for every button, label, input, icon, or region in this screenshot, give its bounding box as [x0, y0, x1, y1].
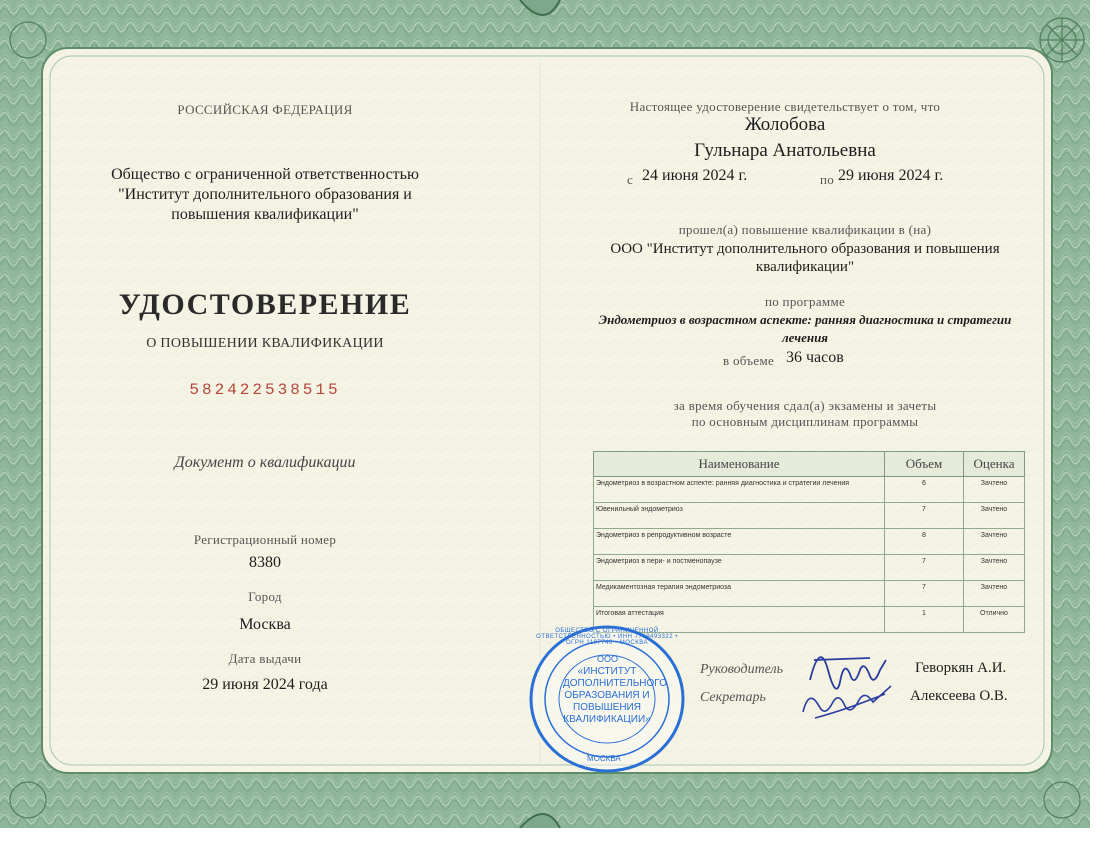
training-org-line2: квалификации": [755, 259, 855, 275]
discipline-grade: Зачтено: [964, 503, 1025, 529]
discipline-volume: 1: [885, 607, 964, 633]
discipline-name: Эндометриоз в репродуктивном возрасте: [594, 529, 885, 555]
table-header-row: [594, 452, 1025, 477]
issue-date: 29 июня 2024 года: [202, 676, 328, 693]
corner-rosette-icon: [1040, 18, 1084, 62]
passed-label: прошел(а) повышение квалификации в (на): [678, 222, 932, 237]
intro-text: Настоящее удостоверение свидетельствует о том, что: [629, 99, 941, 114]
document-type: Документ о квалификации: [174, 454, 356, 471]
discipline-grade: Зачтено: [964, 581, 1025, 607]
discipline-grade: Зачтено: [964, 555, 1025, 581]
date-from: 24 июня 2024 г.: [642, 167, 748, 184]
volume-hours: 36 часов: [786, 349, 844, 366]
exams-line1: за время обучения сдал(а) экзамены и зачеты: [673, 398, 937, 413]
date-from-label: с: [627, 172, 634, 187]
stamp-org-type: ООО: [597, 654, 619, 664]
issuer-org-line1: Общество с ограниченной ответственностью: [111, 166, 419, 183]
discipline-grade: Зачтено: [964, 529, 1025, 555]
program-line2: лечения: [781, 330, 828, 345]
table-row: [594, 581, 1025, 607]
exams-line2: по основным дисциплинам программы: [691, 414, 919, 429]
city-label: Город: [248, 589, 282, 604]
date-to: 29 июня 2024 г.: [838, 167, 944, 184]
holder-surname: Жолобова: [744, 114, 826, 135]
stamp-ring-text: ОБЩЕСТВО С ОГРАНИЧЕННОЙ ОТВЕТСТВЕННОСТЬЮ • ИНН 7719493322 • ОГРН 1197746 • МОСКВА: [536, 628, 678, 646]
issue-date-label: Дата выдачи: [228, 651, 302, 666]
registration-number: 8380: [249, 554, 281, 571]
secretary-label: Секретарь: [700, 690, 766, 705]
head-name: Геворкян А.И.: [915, 660, 1007, 676]
volume-label: в объеме: [723, 353, 775, 368]
discipline-volume: 7: [885, 581, 964, 607]
discipline-grade: Отлично: [964, 607, 1025, 633]
training-org-line1: ООО "Институт дополнительного образования и повышения: [610, 241, 1000, 257]
registration-label: Регистрационный номер: [193, 532, 337, 547]
head-label: Руководитель: [700, 662, 784, 677]
column-header-grade: Оценка: [964, 452, 1025, 477]
discipline-name: Медикаментозная терапия эндометриоза: [594, 581, 885, 607]
secretary-signature-icon: [795, 672, 905, 732]
document-title: УДОСТОВЕРЕНИЕ: [118, 288, 412, 321]
date-to-label: по: [820, 172, 835, 187]
secretary-name: Алексеева О.В.: [910, 688, 1008, 704]
disciplines-table: [593, 451, 1025, 633]
table-row: [594, 477, 1025, 503]
column-header-volume: Объем: [885, 452, 964, 477]
table-row: [594, 529, 1025, 555]
discipline-name: Итоговая аттестация: [594, 607, 885, 633]
column-header-name: Наименование: [594, 452, 885, 477]
program-label: по программе: [764, 294, 846, 309]
discipline-volume: 7: [885, 503, 964, 529]
country-label: РОССИЙСКАЯ ФЕДЕРАЦИЯ: [177, 102, 353, 117]
holder-given-names: Гульнара Анатольевна: [694, 140, 876, 161]
stamp-center-text: «ИНСТИТУТ ДОПОЛНИТЕЛЬНОГО ОБРАЗОВАНИЯ И ПОВЫШЕНИЯ КВАЛИФИКАЦИИ»: [563, 666, 667, 725]
serial-number: 582422538515: [189, 381, 341, 399]
discipline-grade: Зачтено: [964, 477, 1025, 503]
table-row: [594, 503, 1025, 529]
discipline-volume: 8: [885, 529, 964, 555]
table-row: [594, 555, 1025, 581]
program-line1: Эндометриоз в возрастном аспекте: ранняя диагностика и стратегии: [598, 312, 1012, 327]
organization-stamp: [527, 624, 687, 774]
issuer-org-line2: "Институт дополнительного образования и: [118, 186, 412, 203]
issuer-org-line3: повышения квалификации": [171, 206, 359, 223]
city-value: Москва: [239, 616, 291, 633]
discipline-name: Ювенильный эндометриоз: [594, 503, 885, 529]
discipline-name: Эндометриоз в возрастном аспекте: ранняя диагностика и стратегии лечения: [594, 477, 885, 503]
discipline-volume: 7: [885, 555, 964, 581]
discipline-name: Эндометриоз в пери- и постменопаузе: [594, 555, 885, 581]
stamp-city: МОСКВА: [587, 754, 621, 763]
discipline-volume: 6: [885, 477, 964, 503]
document-subtitle: О ПОВЫШЕНИИ КВАЛИФИКАЦИИ: [146, 336, 384, 351]
